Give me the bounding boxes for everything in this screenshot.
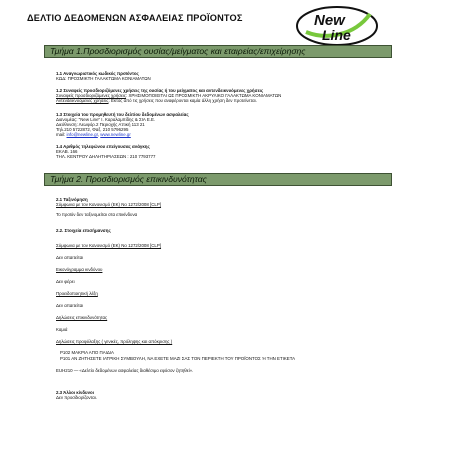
label-signal-word-heading: Προειδοποιητική λέξη [56,291,98,296]
address-line: Διεύθυνση: Λεωφόρ.2 Περιοχής Αττική 113 21 [56,122,145,127]
new-line-logo [296,6,378,46]
section-1-4-title: 1.4 Αριθμός τηλεφώνου επείγουσας ανάγκης [56,144,150,149]
labelling-regulation: Σύμφωνα με τον Κανονισμό (ΕΚ) Νο 1272/2008 [CLP] [56,243,162,248]
uses-label: Συναφείς προσδιοριζόμενες χρήσεις [56,93,127,98]
p101-statement: Ρ101 ΑΝ ΖΗΤΗΣΕΤΕ ΙΑΤΡΙΚΗ ΣΥΜΒΟΥΛΗ, ΝΑ ΕΧΕΤΕ ΜΑΖΙ ΣΑΣ ΤΟΝ ΠΕΡΙΕΚΤΗ ΤΟΥ ΠΡΟΪΟΝΤΟΣ Ή ΤΗΝ ΕΤΙΚΕΤΑ [60,356,296,361]
label-pictogram-value: Δεν φέρει [56,279,75,284]
classification-text: Το προϊόν δεν ταξινομείται στα επικίνδυνα [56,212,138,217]
email-link[interactable]: info@newline.gr [66,132,98,137]
contra-uses-text: : Εκτός από τις χρήσεις που αναφέρονται καμία άλλη χρήση δεν προτείνεται. [108,98,257,103]
uses-text: : ΧΡΗΣΙΜΟΠΟΙΕΙΤΑΙ ΩΣ ΠΡΟΣΜΙΚΤΗ ΑΚΡΥΛΙΚΟ ΓΑΛΑΚΤΩΜΑ ΚΟΝΙΑΜΑΤΩΝ [126,93,282,98]
section-2-heading: Τμήμα 2. Προσδιορισμός επικινδυνότητας [44,173,392,186]
product-code: ΚΩΔ: ΠΡΟΣΜΙΚΤΗ ΓΑΛΑΚΤΩΜΑ ΚΟΝΙΑΜΑΤΩΝ [56,76,151,81]
logo-text-new: New [314,12,345,29]
classification-regulation: Σύμφωνα με τον Κανονισμό (ΕΚ) Νο 1272/2008 [CLP] [56,202,162,207]
logo-text-line: Line [322,27,351,43]
document-title: ΔΕΛΤΙΟ ΔΕΔΟΜΕΝΩΝ ΑΣΦΑΛΕΙΑΣ ΠΡΟΪΟΝΤΟΣ [27,13,243,23]
distributor-line: Διανομέας: "New Line" Ι. Καραλαμπίδης & ΣΙΑ Ε.Ε. [56,117,156,122]
section-2-2-title: 2.2. Στοιχεία επισήμανσης [56,228,111,233]
label-hazard-statements-heading: Δηλώσεις επικινδυνότητας [56,315,108,320]
section-2-1-title: 2.1 Ταξινόμηση [56,197,88,202]
section-1-3-title: 1.3 Στοιχεία του προμηθευτή του δελτίου δεδομένων ασφαλείας [56,112,189,117]
email-label: mail: [56,132,66,137]
contra-uses-line [56,98,257,104]
label-hazard-statements-value: Καμιά [56,327,68,332]
poison-center-line: ΤΗΛ. ΚΕΝΤΡΟΥ ΔΗΛΗΤΗΡΙΑΣΕΩΝ : 210 7793777 [56,154,156,159]
label-precautionary-heading: Δηλώσεις προφύλαξης ( γενικές, πρόληψης και απόκρισης ) [56,339,173,344]
other-hazards-text: Δεν προσδιορίζονται. [56,395,98,400]
section-1-1-title: 1.1 Αναγνωριστικός κωδικός προϊόντος [56,71,139,76]
ekab-line: ΕΚΑΒ. 166 [56,149,78,154]
euh210-statement: EUH210 — «Δελτίο δεδομένων ασφαλείας διαθέσιμο εφόσον ζητηθεί». [56,368,194,373]
section-2-3-title: 2.3 Άλλοι κίνδυνοι [56,390,94,395]
phone-fax-line: Τηλ.210 5722872, Φαξ. 210 5796295 [56,127,129,132]
label-line-1: Δεν απαιτείται [56,255,84,260]
section-1-heading: Τμήμα 1.Προσδιορισμός ουσίας/μείγματος και εταιρείας/επιχείρησης [44,45,392,58]
contra-uses-label: Αντενδεικνυόμενες χρήσεις [56,98,109,103]
website-link[interactable]: www.newline.gr [100,132,131,137]
section-1-2-title: 1.2 Συναφείς προσδιοριζόμενες χρήσεις της ουσίας ή του μείγματος και αντενδεικνυόμενες χρήσεις [56,88,264,93]
label-signal-word-value: Δεν απαιτείται [56,303,84,308]
email-line: mail: info@newline.gr, www.newline.gr [56,132,131,137]
p102-statement: Ρ102 ΜΑΚΡΙΑ ΑΠΟ ΠΑΙΔΙΑ [60,350,114,355]
label-pictogram-heading: Εικονόγραμμα κινδύνου [56,267,103,272]
